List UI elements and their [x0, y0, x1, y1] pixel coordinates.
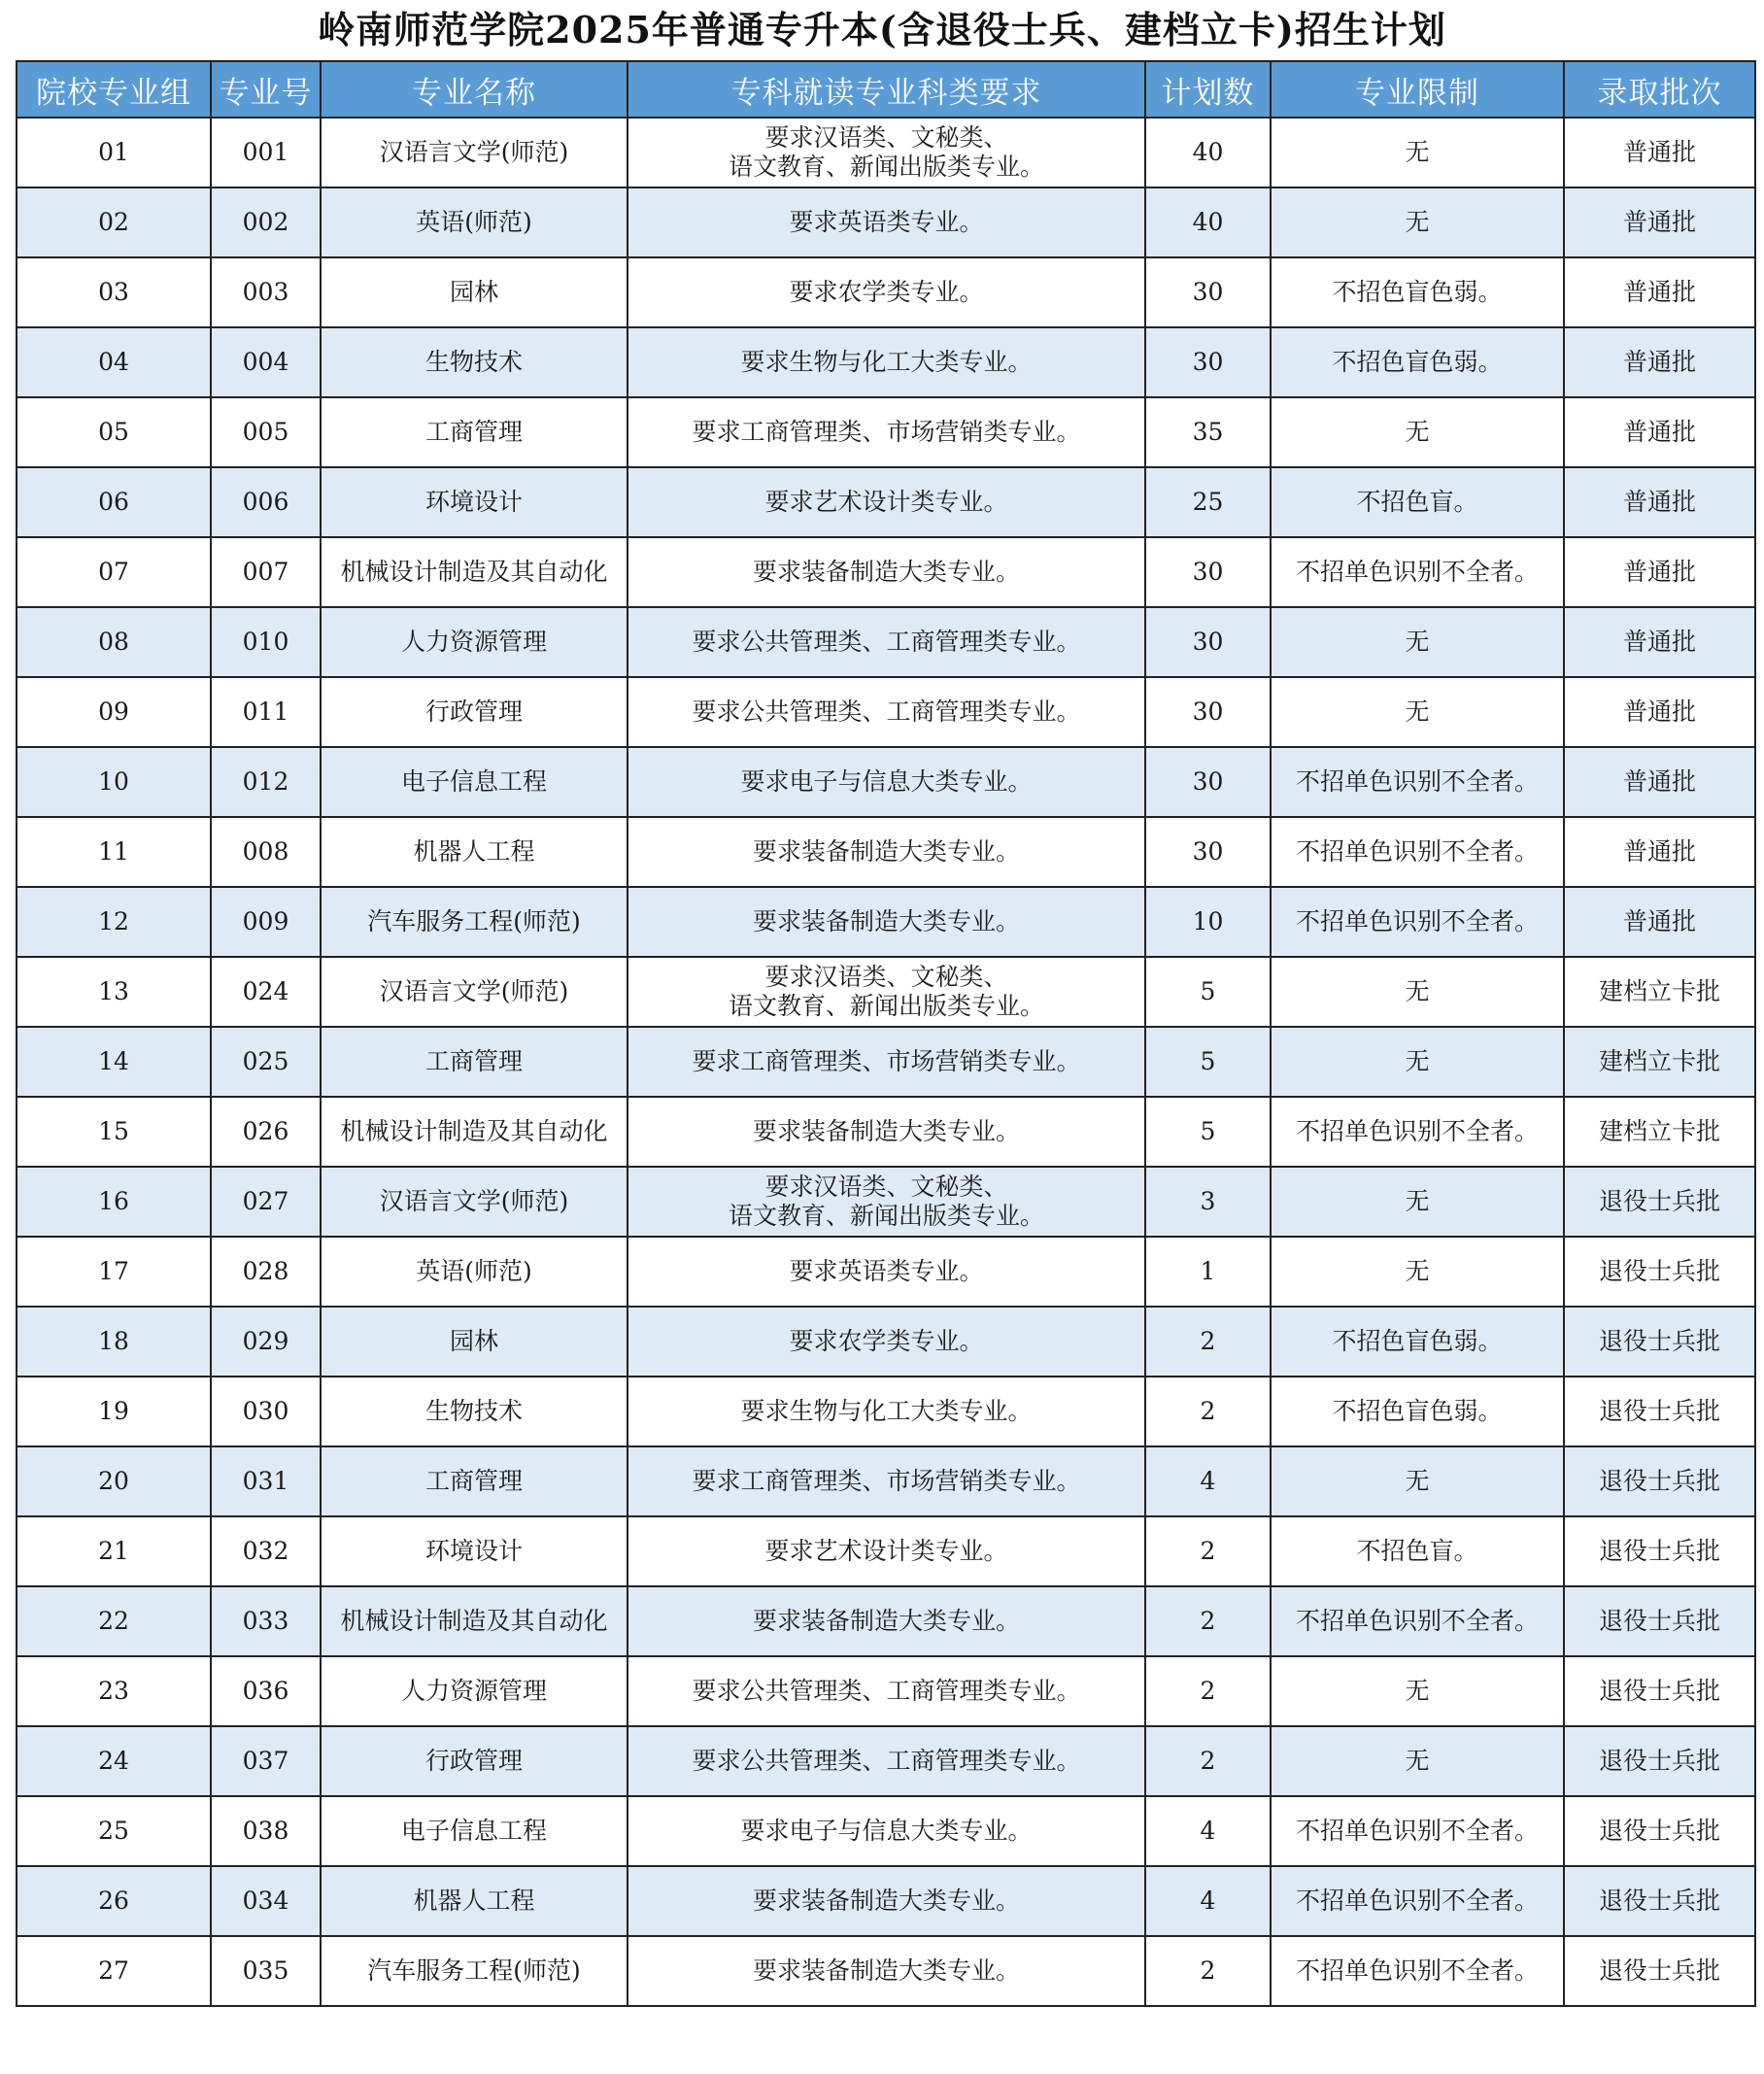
cell-plan-count: 35: [1145, 397, 1271, 467]
cell-restriction: 不招单色识别不全者。: [1271, 1097, 1564, 1167]
cell-batch: 退役士兵批: [1564, 1586, 1755, 1656]
header-requirement: 专科就读专业科类要求: [628, 61, 1145, 118]
requirement-line: 语文教育、新闻出版类专业。: [728, 153, 1044, 181]
cell-restriction: 无: [1271, 957, 1564, 1027]
cell-major-code: 002: [211, 187, 321, 257]
cell-major-code: 028: [211, 1237, 321, 1307]
cell-major-code: 026: [211, 1097, 321, 1167]
cell-requirement: 要求公共管理类、工商管理类专业。: [628, 1656, 1145, 1726]
cell-major-name: 行政管理: [321, 677, 628, 747]
table-body: [17, 118, 1755, 2006]
cell-major-name: 行政管理: [321, 1726, 628, 1796]
cell-restriction: 不招色盲。: [1271, 1516, 1564, 1586]
header-plan-count: 计划数: [1145, 61, 1271, 118]
cell-major-name: 生物技术: [321, 327, 628, 397]
cell-restriction: 无: [1271, 397, 1564, 467]
cell-batch: 普通批: [1564, 817, 1755, 887]
cell-plan-count: 2: [1145, 1377, 1271, 1446]
cell-major-code: 031: [211, 1446, 321, 1516]
cell-plan-count: 30: [1145, 607, 1271, 677]
cell-batch: 建档立卡批: [1564, 1097, 1755, 1167]
cell-major-name: 环境设计: [321, 1516, 628, 1586]
cell-requirement: 要求艺术设计类专业。: [628, 467, 1145, 537]
cell-requirement: 要求公共管理类、工商管理类专业。: [628, 607, 1145, 677]
cell-major-code: 011: [211, 677, 321, 747]
cell-plan-count: 2: [1145, 1656, 1271, 1726]
cell-restriction: 不招单色识别不全者。: [1271, 1936, 1564, 2006]
cell-major-name: 汉语言文学(师范): [321, 118, 628, 187]
table-row: [17, 747, 1755, 817]
cell-major-code: 024: [211, 957, 321, 1027]
table-row: [17, 1307, 1755, 1377]
cell-plan-count: 5: [1145, 957, 1271, 1027]
cell-major-code: 001: [211, 118, 321, 187]
cell-group: 18: [17, 1307, 211, 1377]
cell-restriction: 无: [1271, 1167, 1564, 1237]
cell-batch: 退役士兵批: [1564, 1377, 1755, 1446]
table-row: [17, 607, 1755, 677]
cell-plan-count: 30: [1145, 677, 1271, 747]
cell-group: 06: [17, 467, 211, 537]
requirement-line: 语文教育、新闻出版类专业。: [728, 1202, 1044, 1230]
cell-major-name: 汉语言文学(师范): [321, 957, 628, 1027]
header-restriction: 专业限制: [1271, 61, 1564, 118]
cell-group: 23: [17, 1656, 211, 1726]
cell-group: 11: [17, 817, 211, 887]
cell-major-code: 037: [211, 1726, 321, 1796]
cell-requirement: 要求英语类专业。: [628, 1237, 1145, 1307]
cell-batch: 普通批: [1564, 327, 1755, 397]
cell-restriction: 不招单色识别不全者。: [1271, 1796, 1564, 1866]
cell-restriction: 不招单色识别不全者。: [1271, 747, 1564, 817]
cell-plan-count: 30: [1145, 817, 1271, 887]
page-title: 岭南师范学院2025年普通专升本(含退役士兵、建档立卡)招生计划: [318, 8, 1446, 51]
cell-plan-count: 2: [1145, 1307, 1271, 1377]
cell-major-name: 工商管理: [321, 1446, 628, 1516]
table-row: [17, 957, 1755, 1027]
cell-group: 08: [17, 607, 211, 677]
cell-major-code: 025: [211, 1027, 321, 1097]
cell-restriction: 不招色盲色弱。: [1271, 1377, 1564, 1446]
cell-major-code: 012: [211, 747, 321, 817]
cell-batch: 普通批: [1564, 747, 1755, 817]
cell-major-code: 036: [211, 1656, 321, 1726]
cell-restriction: 无: [1271, 1237, 1564, 1307]
cell-major-code: 032: [211, 1516, 321, 1586]
cell-requirement: [628, 1167, 1145, 1237]
cell-group: 20: [17, 1446, 211, 1516]
table-row: [17, 1936, 1755, 2006]
cell-major-name: 汉语言文学(师范): [321, 1167, 628, 1237]
cell-plan-count: 40: [1145, 187, 1271, 257]
cell-requirement: 要求公共管理类、工商管理类专业。: [628, 1726, 1145, 1796]
cell-group: 22: [17, 1586, 211, 1656]
cell-plan-count: 25: [1145, 467, 1271, 537]
table-row: [17, 1866, 1755, 1936]
cell-group: 24: [17, 1726, 211, 1796]
cell-restriction: 不招单色识别不全者。: [1271, 537, 1564, 607]
cell-batch: 退役士兵批: [1564, 1796, 1755, 1866]
table-row: [17, 1796, 1755, 1866]
cell-plan-count: 10: [1145, 887, 1271, 957]
cell-batch: 普通批: [1564, 537, 1755, 607]
cell-batch: 退役士兵批: [1564, 1167, 1755, 1237]
cell-requirement: 要求装备制造大类专业。: [628, 817, 1145, 887]
cell-requirement: 要求电子与信息大类专业。: [628, 1796, 1145, 1866]
cell-major-name: 人力资源管理: [321, 607, 628, 677]
cell-requirement: 要求英语类专业。: [628, 187, 1145, 257]
table-row: [17, 537, 1755, 607]
cell-group: 19: [17, 1377, 211, 1446]
cell-restriction: 无: [1271, 1656, 1564, 1726]
cell-plan-count: 30: [1145, 747, 1271, 817]
table-row: [17, 1656, 1755, 1726]
cell-group: 02: [17, 187, 211, 257]
table-row: [17, 1377, 1755, 1446]
table-row: [17, 1097, 1755, 1167]
cell-major-name: 环境设计: [321, 467, 628, 537]
cell-requirement: 要求公共管理类、工商管理类专业。: [628, 677, 1145, 747]
cell-group: 07: [17, 537, 211, 607]
cell-batch: 退役士兵批: [1564, 1446, 1755, 1516]
cell-plan-count: 5: [1145, 1027, 1271, 1097]
cell-batch: 普通批: [1564, 887, 1755, 957]
cell-major-name: 汽车服务工程(师范): [321, 887, 628, 957]
cell-major-name: 机械设计制造及其自动化: [321, 1097, 628, 1167]
cell-restriction: 无: [1271, 607, 1564, 677]
cell-restriction: 不招单色识别不全者。: [1271, 1866, 1564, 1936]
cell-major-name: 园林: [321, 1307, 628, 1377]
cell-requirement: 要求工商管理类、市场营销类专业。: [628, 1027, 1145, 1097]
cell-group: 13: [17, 957, 211, 1027]
cell-restriction: 不招色盲色弱。: [1271, 1307, 1564, 1377]
cell-plan-count: 1: [1145, 1237, 1271, 1307]
cell-batch: 普通批: [1564, 397, 1755, 467]
table-row: [17, 1237, 1755, 1307]
table-row: [17, 1516, 1755, 1586]
cell-major-name: 电子信息工程: [321, 747, 628, 817]
header-major-name: 专业名称: [321, 61, 628, 118]
cell-major-code: 034: [211, 1866, 321, 1936]
cell-group: 26: [17, 1866, 211, 1936]
table-header-row: [17, 61, 1755, 118]
cell-restriction: 不招单色识别不全者。: [1271, 887, 1564, 957]
table-row: [17, 397, 1755, 467]
table-row: [17, 1027, 1755, 1097]
cell-requirement: 要求农学类专业。: [628, 1307, 1145, 1377]
cell-group: 17: [17, 1237, 211, 1307]
cell-requirement: [628, 118, 1145, 187]
cell-requirement: 要求装备制造大类专业。: [628, 1936, 1145, 2006]
cell-plan-count: 2: [1145, 1516, 1271, 1586]
cell-major-name: 生物技术: [321, 1377, 628, 1446]
cell-group: 25: [17, 1796, 211, 1866]
cell-major-code: 006: [211, 467, 321, 537]
table-row: [17, 1167, 1755, 1237]
cell-major-code: 029: [211, 1307, 321, 1377]
cell-requirement: 要求工商管理类、市场营销类专业。: [628, 1446, 1145, 1516]
cell-group: 04: [17, 327, 211, 397]
cell-batch: 退役士兵批: [1564, 1656, 1755, 1726]
cell-group: 10: [17, 747, 211, 817]
cell-requirement: 要求装备制造大类专业。: [628, 1586, 1145, 1656]
cell-major-code: 038: [211, 1796, 321, 1866]
cell-group: 03: [17, 257, 211, 327]
table-row: [17, 1586, 1755, 1656]
cell-batch: 退役士兵批: [1564, 1866, 1755, 1936]
table-row: [17, 187, 1755, 257]
cell-restriction: 不招色盲色弱。: [1271, 327, 1564, 397]
cell-plan-count: 4: [1145, 1446, 1271, 1516]
header-batch: 录取批次: [1564, 61, 1755, 118]
cell-group: 15: [17, 1097, 211, 1167]
cell-restriction: 无: [1271, 1027, 1564, 1097]
cell-requirement: 要求生物与化工大类专业。: [628, 1377, 1145, 1446]
table-row: [17, 1446, 1755, 1516]
cell-batch: 退役士兵批: [1564, 1936, 1755, 2006]
cell-group: 21: [17, 1516, 211, 1586]
cell-major-name: 工商管理: [321, 397, 628, 467]
cell-major-code: 010: [211, 607, 321, 677]
cell-restriction: 不招色盲色弱。: [1271, 257, 1564, 327]
cell-major-name: 园林: [321, 257, 628, 327]
cell-plan-count: 4: [1145, 1796, 1271, 1866]
cell-plan-count: 5: [1145, 1097, 1271, 1167]
cell-major-name: 人力资源管理: [321, 1656, 628, 1726]
requirement-line: 要求汉语类、文秘类、: [764, 123, 1008, 152]
cell-major-name: 机械设计制造及其自动化: [321, 537, 628, 607]
requirement-line: 语文教育、新闻出版类专业。: [728, 992, 1044, 1020]
cell-requirement: 要求农学类专业。: [628, 257, 1145, 327]
cell-batch: 普通批: [1564, 118, 1755, 187]
table-row: [17, 467, 1755, 537]
enrollment-plan-table: [16, 60, 1756, 2007]
cell-restriction: 无: [1271, 118, 1564, 187]
cell-major-name: 机械设计制造及其自动化: [321, 1586, 628, 1656]
cell-major-code: 033: [211, 1586, 321, 1656]
cell-restriction: 不招单色识别不全者。: [1271, 1586, 1564, 1656]
cell-major-code: 003: [211, 257, 321, 327]
requirement-line: 要求汉语类、文秘类、: [764, 963, 1008, 991]
cell-major-name: 英语(师范): [321, 1237, 628, 1307]
cell-requirement: 要求装备制造大类专业。: [628, 1097, 1145, 1167]
cell-major-name: 电子信息工程: [321, 1796, 628, 1866]
cell-batch: 建档立卡批: [1564, 957, 1755, 1027]
cell-major-name: 机器人工程: [321, 817, 628, 887]
table-row: [17, 257, 1755, 327]
cell-group: 01: [17, 118, 211, 187]
cell-batch: 退役士兵批: [1564, 1726, 1755, 1796]
cell-major-name: 英语(师范): [321, 187, 628, 257]
cell-requirement: [628, 957, 1145, 1027]
cell-major-code: 027: [211, 1167, 321, 1237]
cell-major-code: 030: [211, 1377, 321, 1446]
table-row: [17, 327, 1755, 397]
header-major-code: 专业号: [211, 61, 321, 118]
cell-group: 27: [17, 1936, 211, 2006]
table-row: [17, 1726, 1755, 1796]
cell-requirement: 要求装备制造大类专业。: [628, 537, 1145, 607]
cell-plan-count: 2: [1145, 1936, 1271, 2006]
cell-requirement: 要求艺术设计类专业。: [628, 1516, 1145, 1586]
cell-major-code: 008: [211, 817, 321, 887]
cell-restriction: 无: [1271, 187, 1564, 257]
cell-batch: 普通批: [1564, 607, 1755, 677]
cell-group: 16: [17, 1167, 211, 1237]
cell-batch: 普通批: [1564, 187, 1755, 257]
table-row: [17, 677, 1755, 747]
cell-requirement: 要求工商管理类、市场营销类专业。: [628, 397, 1145, 467]
cell-plan-count: 30: [1145, 327, 1271, 397]
cell-major-code: 007: [211, 537, 321, 607]
cell-batch: 普通批: [1564, 677, 1755, 747]
cell-restriction: 不招单色识别不全者。: [1271, 817, 1564, 887]
cell-group: 09: [17, 677, 211, 747]
cell-batch: 退役士兵批: [1564, 1307, 1755, 1377]
cell-plan-count: 2: [1145, 1586, 1271, 1656]
cell-major-code: 004: [211, 327, 321, 397]
header-group: 院校专业组: [17, 61, 211, 118]
cell-plan-count: 40: [1145, 118, 1271, 187]
requirement-line: 要求汉语类、文秘类、: [764, 1173, 1008, 1201]
table-row: [17, 817, 1755, 887]
cell-batch: 退役士兵批: [1564, 1237, 1755, 1307]
cell-batch: 普通批: [1564, 467, 1755, 537]
cell-batch: 建档立卡批: [1564, 1027, 1755, 1097]
cell-restriction: 无: [1271, 1446, 1564, 1516]
table-row: [17, 887, 1755, 957]
cell-batch: 退役士兵批: [1564, 1516, 1755, 1586]
cell-plan-count: 4: [1145, 1866, 1271, 1936]
cell-major-name: 汽车服务工程(师范): [321, 1936, 628, 2006]
cell-group: 14: [17, 1027, 211, 1097]
cell-plan-count: 3: [1145, 1167, 1271, 1237]
cell-major-code: 005: [211, 397, 321, 467]
cell-restriction: 无: [1271, 1726, 1564, 1796]
cell-requirement: 要求生物与化工大类专业。: [628, 327, 1145, 397]
cell-requirement: 要求电子与信息大类专业。: [628, 747, 1145, 817]
cell-major-code: 035: [211, 1936, 321, 2006]
table-row: [17, 118, 1755, 187]
cell-major-name: 工商管理: [321, 1027, 628, 1097]
cell-group: 05: [17, 397, 211, 467]
cell-batch: 普通批: [1564, 257, 1755, 327]
cell-plan-count: 30: [1145, 537, 1271, 607]
cell-requirement: 要求装备制造大类专业。: [628, 887, 1145, 957]
cell-restriction: 不招色盲。: [1271, 467, 1564, 537]
cell-group: 12: [17, 887, 211, 957]
cell-plan-count: 2: [1145, 1726, 1271, 1796]
cell-requirement: 要求装备制造大类专业。: [628, 1866, 1145, 1936]
cell-restriction: 无: [1271, 677, 1564, 747]
cell-plan-count: 30: [1145, 257, 1271, 327]
cell-major-code: 009: [211, 887, 321, 957]
cell-major-name: 机器人工程: [321, 1866, 628, 1936]
